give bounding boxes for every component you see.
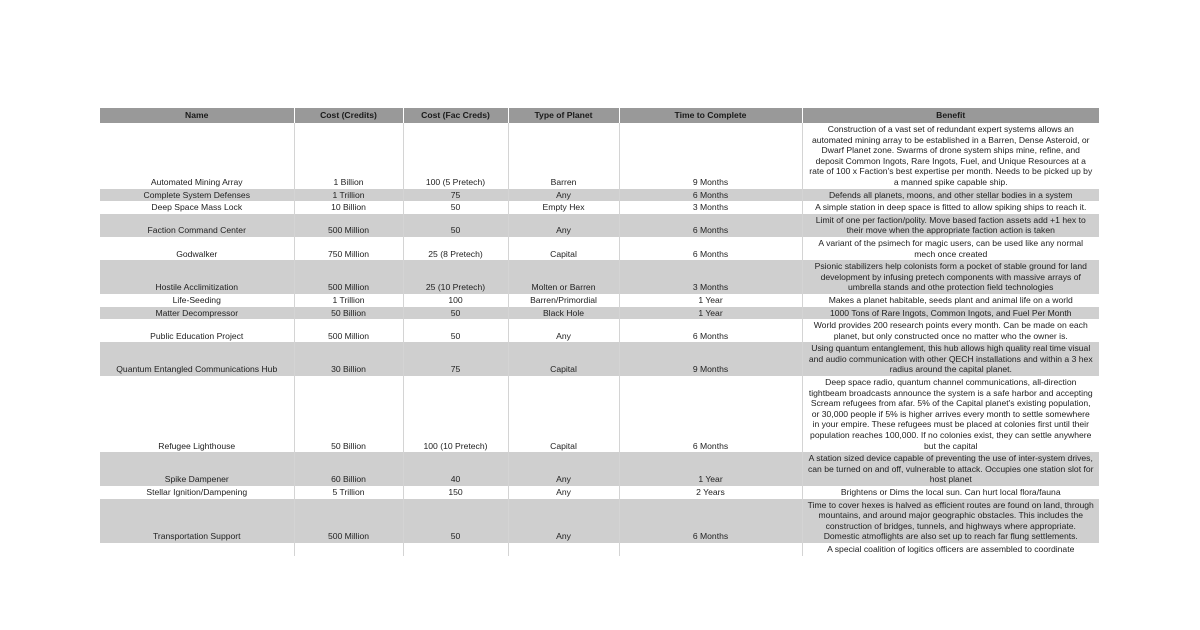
column-header-cost-credits[interactable]: Cost (Credits) xyxy=(294,108,403,123)
cell-time-to-complete[interactable]: 3 Months xyxy=(619,260,802,294)
cell-name[interactable]: Godwalker xyxy=(100,237,294,260)
table-row xyxy=(100,294,1099,307)
cell-benefit[interactable]: A station sized device capable of preventing the use of inter-system drives, can be turned on and off, vulnerable to attack. Occupies one station slot for host planet xyxy=(802,452,1099,486)
column-header-type-of-planet[interactable]: Type of Planet xyxy=(508,108,619,123)
cell-cost-credits[interactable]: 500 Million xyxy=(294,319,403,342)
cell-cost-fac-creds[interactable]: 100 (10 Pretech) xyxy=(403,376,508,452)
cell-benefit[interactable]: 1000 Tons of Rare Ingots, Common Ingots, and Fuel Per Month xyxy=(802,307,1099,320)
cell-name[interactable] xyxy=(100,543,294,556)
column-header-name[interactable]: Name xyxy=(100,108,294,123)
cell-cost-credits[interactable]: 500 Million xyxy=(294,260,403,294)
cell-type-of-planet[interactable]: Barren/Primordial xyxy=(508,294,619,307)
column-header-cost-fac-creds[interactable]: Cost (Fac Creds) xyxy=(403,108,508,123)
table-header xyxy=(100,108,1099,123)
cell-name[interactable]: Refugee Lighthouse xyxy=(100,376,294,452)
cell-cost-credits[interactable]: 30 Billion xyxy=(294,342,403,376)
cell-name[interactable]: Matter Decompressor xyxy=(100,307,294,320)
column-header-time-to-complete[interactable]: Time to Complete xyxy=(619,108,802,123)
cell-type-of-planet[interactable]: Molten or Barren xyxy=(508,260,619,294)
cell-time-to-complete[interactable]: 2 Years xyxy=(619,486,802,499)
cell-type-of-planet[interactable]: Capital xyxy=(508,237,619,260)
table-row xyxy=(100,452,1099,486)
cell-benefit[interactable]: Time to cover hexes is halved as efficient routes are found on land, through mountains, and around major geographic obstacles. This includes the construction of bridges, tunnels, and highways where appropriate. Domestic atmoflights are also set up to reach far flung settlements. xyxy=(802,499,1099,543)
cell-cost-credits[interactable]: 50 Billion xyxy=(294,307,403,320)
cell-name[interactable]: Faction Command Center xyxy=(100,214,294,237)
cell-time-to-complete[interactable]: 1 Year xyxy=(619,452,802,486)
cell-cost-fac-creds[interactable]: 100 (5 Pretech) xyxy=(403,123,508,189)
cell-cost-credits[interactable]: 5 Trillion xyxy=(294,486,403,499)
cell-time-to-complete[interactable]: 3 Months xyxy=(619,201,802,214)
cell-time-to-complete[interactable]: 6 Months xyxy=(619,499,802,543)
cell-benefit[interactable]: World provides 200 research points every month. Can be made on each planet, but only constructed once no matter who the owner is. xyxy=(802,319,1099,342)
cell-cost-credits[interactable]: 60 Billion xyxy=(294,452,403,486)
cell-cost-fac-creds[interactable] xyxy=(403,543,508,556)
table-row xyxy=(100,342,1099,376)
cell-type-of-planet[interactable]: Any xyxy=(508,499,619,543)
cell-name[interactable]: Hostile Acclimitization xyxy=(100,260,294,294)
cell-cost-fac-creds[interactable]: 50 xyxy=(403,307,508,320)
cell-cost-fac-creds[interactable]: 25 (8 Pretech) xyxy=(403,237,508,260)
table-row xyxy=(100,486,1099,499)
cell-cost-fac-creds[interactable]: 100 xyxy=(403,294,508,307)
table-row xyxy=(100,201,1099,214)
cell-cost-credits[interactable]: 1 Trillion xyxy=(294,294,403,307)
cell-benefit[interactable]: A variant of the psimech for magic users, can be used like any normal mech once created xyxy=(802,237,1099,260)
cell-name[interactable]: Automated Mining Array xyxy=(100,123,294,189)
cell-cost-fac-creds[interactable]: 50 xyxy=(403,499,508,543)
column-header-benefit[interactable]: Benefit xyxy=(802,108,1099,123)
cell-type-of-planet[interactable]: Any xyxy=(508,319,619,342)
cell-cost-fac-creds[interactable]: 50 xyxy=(403,319,508,342)
cell-cost-fac-creds[interactable]: 50 xyxy=(403,214,508,237)
cell-name[interactable]: Complete System Defenses xyxy=(100,189,294,202)
table-row xyxy=(100,189,1099,202)
table-row xyxy=(100,499,1099,543)
cell-name[interactable]: Deep Space Mass Lock xyxy=(100,201,294,214)
cell-time-to-complete[interactable]: 6 Months xyxy=(619,189,802,202)
cell-cost-fac-creds[interactable]: 75 xyxy=(403,189,508,202)
cell-type-of-planet[interactable]: Capital xyxy=(508,376,619,452)
cell-name[interactable]: Stellar Ignition/Dampening xyxy=(100,486,294,499)
cell-time-to-complete[interactable]: 1 Year xyxy=(619,307,802,320)
cell-cost-credits[interactable]: 1 Billion xyxy=(294,123,403,189)
cell-benefit[interactable]: Limit of one per faction/polity. Move based faction assets add +1 hex to their move when the appropriate faction action is taken xyxy=(802,214,1099,237)
cell-time-to-complete[interactable]: 6 Months xyxy=(619,319,802,342)
cell-cost-fac-creds[interactable]: 25 (10 Pretech) xyxy=(403,260,508,294)
cell-time-to-complete[interactable] xyxy=(619,543,802,556)
cell-cost-credits[interactable]: 500 Million xyxy=(294,499,403,543)
cell-time-to-complete[interactable]: 6 Months xyxy=(619,237,802,260)
cell-type-of-planet[interactable]: Black Hole xyxy=(508,307,619,320)
cell-time-to-complete[interactable]: 9 Months xyxy=(619,342,802,376)
table-row xyxy=(100,376,1099,452)
cell-cost-fac-creds[interactable]: 150 xyxy=(403,486,508,499)
table-row xyxy=(100,123,1099,189)
cell-type-of-planet[interactable]: Any xyxy=(508,189,619,202)
cell-cost-credits[interactable]: 500 Million xyxy=(294,214,403,237)
spreadsheet-table xyxy=(100,108,1099,556)
table-body xyxy=(100,123,1099,556)
cell-cost-credits[interactable] xyxy=(294,543,403,556)
table-row xyxy=(100,307,1099,320)
cell-name[interactable]: Quantum Entangled Communications Hub xyxy=(100,342,294,376)
cell-type-of-planet[interactable] xyxy=(508,543,619,556)
cell-cost-fac-creds[interactable]: 50 xyxy=(403,201,508,214)
cell-name[interactable]: Spike Dampener xyxy=(100,452,294,486)
cell-time-to-complete[interactable]: 9 Months xyxy=(619,123,802,189)
cell-time-to-complete[interactable]: 6 Months xyxy=(619,376,802,452)
cell-benefit[interactable]: A simple station in deep space is fitted to allow spiking ships to reach it. xyxy=(802,201,1099,214)
cell-benefit[interactable]: Psionic stabilizers help colonists form a pocket of stable ground for land development by infusing pretech components with massive arrays of umbrella stands and othe protection field technologies xyxy=(802,260,1099,294)
cell-benefit[interactable]: Construction of a vast set of redundant expert systems allows an automated mining array to be established in a Barren, Dense Asteroid, or Dwarf Planet zone. Swarms of drone system ships mine, refine, and deposit Common Ingots, Rare Ingots, Fuel, and Unique Resources at a rate of 100 x Faction's best expertise per month. Needs to be picked up by a manned spike capable ship. xyxy=(802,123,1099,189)
cell-benefit[interactable]: Brightens or Dims the local sun. Can hurt local flora/fauna xyxy=(802,486,1099,499)
cell-cost-fac-creds[interactable]: 75 xyxy=(403,342,508,376)
cell-cost-fac-creds[interactable]: 40 xyxy=(403,452,508,486)
cell-benefit[interactable]: Using quantum entanglement, this hub allows high quality real time visual and audio communication with other QECH installations and within a 3 hex radius around the capital planet. xyxy=(802,342,1099,376)
cell-time-to-complete[interactable]: 1 Year xyxy=(619,294,802,307)
cell-type-of-planet[interactable]: Any xyxy=(508,214,619,237)
cell-cost-credits[interactable]: 50 Billion xyxy=(294,376,403,452)
cell-type-of-planet[interactable]: Barren xyxy=(508,123,619,189)
table-row xyxy=(100,237,1099,260)
table-row xyxy=(100,260,1099,294)
cell-name[interactable]: Transportation Support xyxy=(100,499,294,543)
cell-type-of-planet[interactable]: Any xyxy=(508,452,619,486)
cell-name[interactable]: Life-Seeding xyxy=(100,294,294,307)
cell-cost-credits[interactable]: 1 Trillion xyxy=(294,189,403,202)
table-row xyxy=(100,319,1099,342)
cell-benefit[interactable]: Defends all planets, moons, and other stellar bodies in a system xyxy=(802,189,1099,202)
cell-benefit[interactable]: A special coalition of logitics officers are assembled to coordinate xyxy=(802,543,1099,556)
header-row xyxy=(100,108,1099,123)
table-row xyxy=(100,543,1099,556)
cell-name[interactable]: Public Education Project xyxy=(100,319,294,342)
table-row xyxy=(100,214,1099,237)
cell-time-to-complete[interactable]: 6 Months xyxy=(619,214,802,237)
cell-type-of-planet[interactable]: Capital xyxy=(508,342,619,376)
cell-type-of-planet[interactable]: Empty Hex xyxy=(508,201,619,214)
cell-benefit[interactable]: Deep space radio, quantum channel communications, all-direction tightbeam broadcasts announce the system is a safe harbor and accepting Scream refugees from afar. 5% of the Capital planet's existing population, or 30,000 people if 5% is higher arrives every month to settle somewhere in your empire. These refugees must be placed at colonies first until their population reaches 100,000. If no colonies exist, they can settle anywhere but the capital xyxy=(802,376,1099,452)
cell-benefit[interactable]: Makes a planet habitable, seeds plant and animal life on a world xyxy=(802,294,1099,307)
cell-cost-credits[interactable]: 10 Billion xyxy=(294,201,403,214)
cell-cost-credits[interactable]: 750 Million xyxy=(294,237,403,260)
cell-type-of-planet[interactable]: Any xyxy=(508,486,619,499)
